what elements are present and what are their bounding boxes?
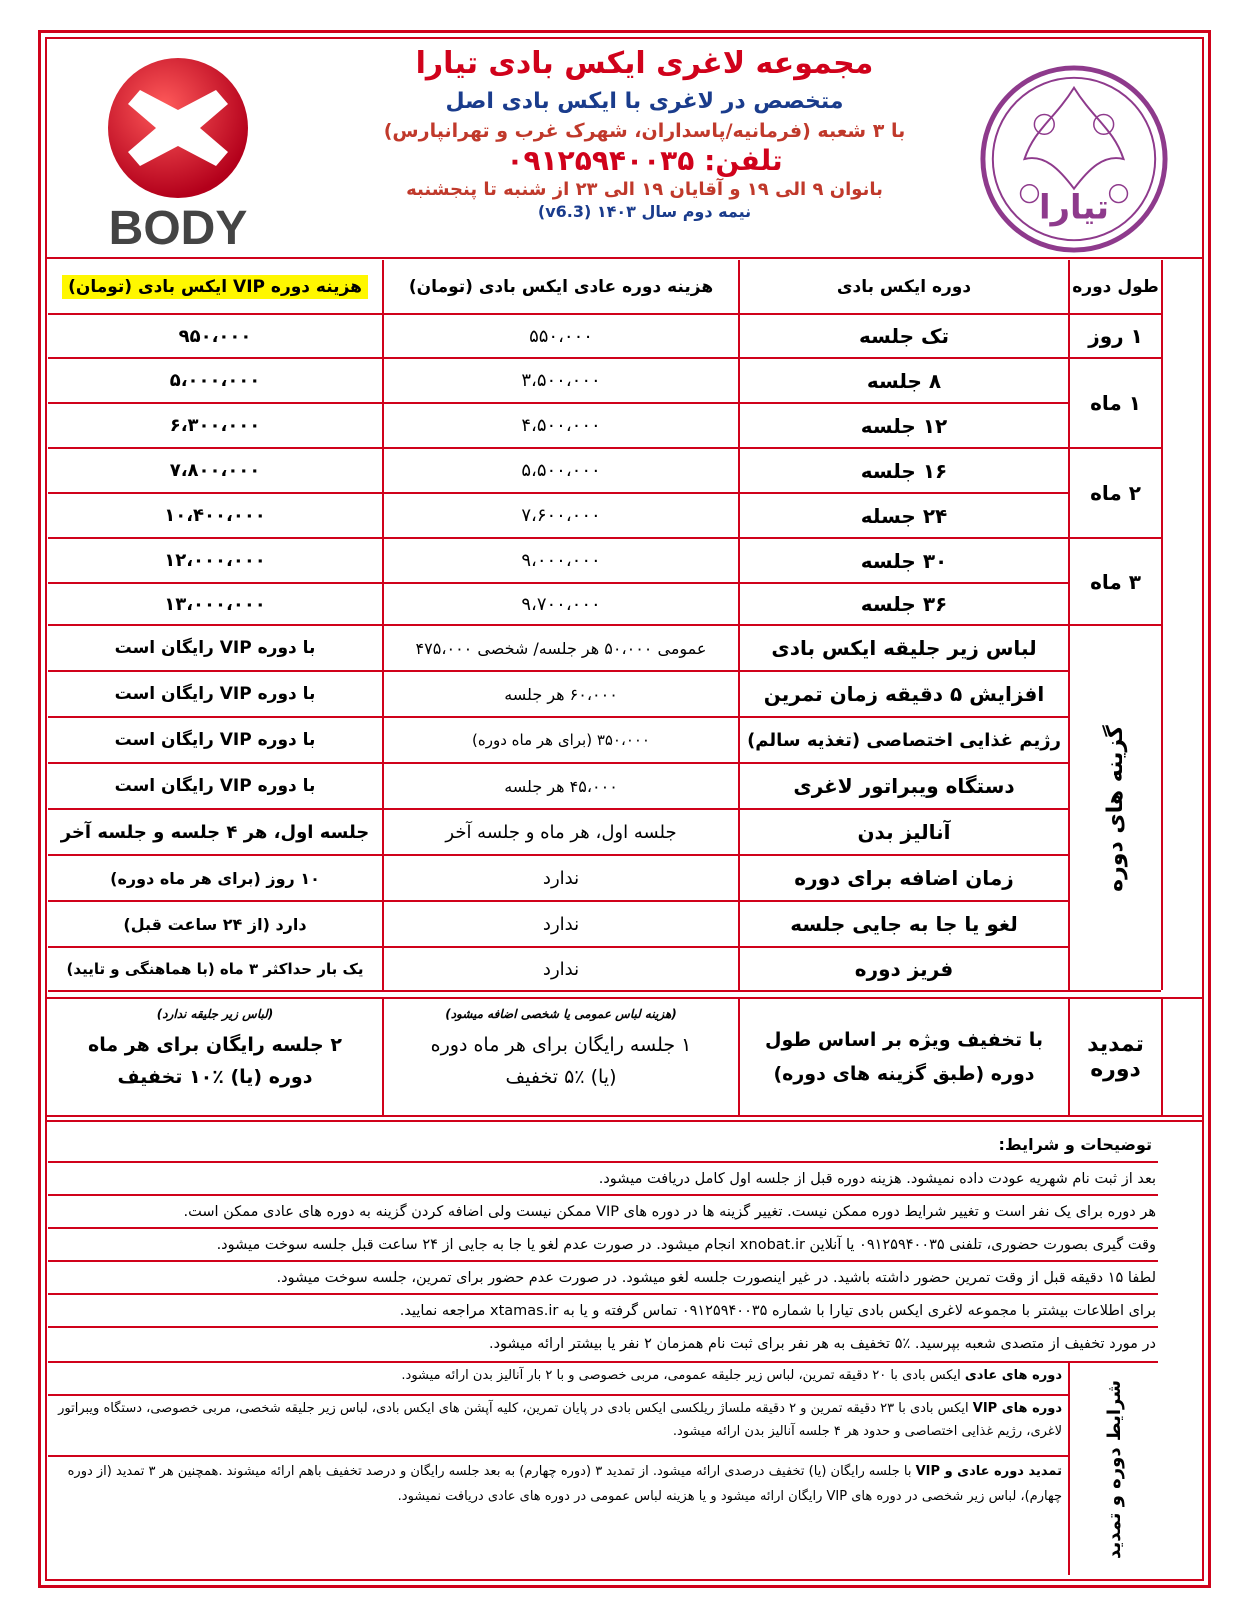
header-course: دوره ایکس بادی <box>836 276 972 297</box>
tiara-logo <box>975 60 1173 258</box>
condition-head: دوره های عادی <box>964 1368 1062 1383</box>
xbody-logo <box>78 48 318 263</box>
version-text: نیمه دوم سال ۱۴۰۳ (v6.3) <box>537 202 752 221</box>
course-name: ۳۶ جلسه <box>860 592 948 616</box>
vip-price: ۷،۸۰۰،۰۰۰ <box>169 460 261 481</box>
option-name: لغو یا جا به جایی جلسه <box>790 912 1018 936</box>
option-vip: ۱۰ روز (برای هر ماه دوره) <box>110 868 320 888</box>
condition-renewal <box>56 1460 1062 1572</box>
note-item: لطفا ۱۵ دقیقه قبل از وقت تمرین حضور داشته باشید. در غیر اینصورت جلسه لغو میشود. در صورت عدم حضور برای تمرین، جلسه سوخت میشود. <box>276 1269 1156 1286</box>
grid-line <box>1161 997 1163 1115</box>
renewal-label: تمدید دوره <box>1087 1032 1144 1082</box>
header-duration: طول دوره <box>1072 276 1159 297</box>
duration-1-day: ۱ روز <box>1088 324 1143 348</box>
branches-text: با ۳ شعبه (فرمانیه/پاسداران، شهرک غرب و تهرانپارس) <box>383 120 906 142</box>
course-name: ۲۴ جسله <box>860 503 948 528</box>
duration-2-month: ۲ ماه <box>1090 481 1141 505</box>
vip-price: ۱۲،۰۰۰،۰۰۰ <box>164 550 266 571</box>
regular-price: ۷،۶۰۰،۰۰۰ <box>521 505 601 526</box>
condition-text: ایکس بادی با ۲۳ دقیقه تمرین و ۲ دقیقه ملساژ ریلکسی ایکس بادی در پایان تمرین، کلیه آپشن های ایکس بادی، لباس زیر جلیقه شخصی، مربی خصوصی، دستگاه ویبراتور لاغری، رژیم غذایی اختصاصی و حدود هر ۴ جلسه آنالیز بدن ارائه میشود. <box>58 1401 1062 1439</box>
condition-head: تمدید دوره عادی و VIP <box>915 1464 1062 1479</box>
vip-price: ۱۰،۴۰۰،۰۰۰ <box>164 505 266 526</box>
course-name: ۸ جلسه <box>866 368 942 393</box>
renewal-regular-note: (هزینه لباس عمومی یا شخصی اضافه میشود) <box>445 1007 677 1021</box>
vip-price: ۹۵۰،۰۰۰ <box>178 325 252 347</box>
header-vip-price: هزینه دوره VIP ایکس بادی (تومان) <box>48 260 382 313</box>
regular-price: ۹،۷۰۰،۰۰۰ <box>521 593 601 615</box>
regular-price: ۹،۰۰۰،۰۰۰ <box>521 550 601 571</box>
conditions-label: شرایط دوره و تمدید <box>1103 1379 1125 1559</box>
notes-title: توضیحات و شرایط: <box>998 1134 1152 1154</box>
condition-regular <box>56 1366 1062 1396</box>
page-title: مجموعه لاغری ایکس بادی تیارا <box>415 46 874 81</box>
condition-head: دوره های VIP <box>972 1401 1062 1416</box>
option-vip: دارد (از ۲۴ ساعت قبل) <box>123 914 307 934</box>
option-regular: ۶۰،۰۰۰ هر جلسه <box>504 684 618 704</box>
option-vip: با دوره VIP رایگان است <box>114 730 316 750</box>
option-name: فریز دوره <box>854 957 954 981</box>
renewal-regular-text: ۱ جلسه رایگان برای هر ماه دوره (یا) ٪۵ تخفیف <box>430 1034 692 1089</box>
vip-price: ۱۳،۰۰۰،۰۰۰ <box>164 593 266 615</box>
note-item: در مورد تخفیف از متصدی شعبه بپرسید. ٪۵ تخفیف به هر نفر برای ثبت نام همزمان ۲ نفر یا بیشتر ارائه میشود. <box>488 1335 1156 1352</box>
svg-text:تیارا: تیارا <box>1039 187 1109 227</box>
option-vip: با دوره VIP رایگان است <box>114 776 316 796</box>
grid-line <box>48 990 1161 992</box>
option-vip: با دوره VIP رایگان است <box>114 684 316 704</box>
regular-price: ۳،۵۰۰،۰۰۰ <box>521 370 601 391</box>
regular-price: ۴،۵۰۰،۰۰۰ <box>521 415 601 436</box>
duration-1-month: ۱ ماه <box>1090 391 1141 415</box>
condition-text: با جلسه رایگان (یا) تخفیف درصدی ارائه میشود. از تمدید ۳ (دوره چهارم) به بعد جلسه رایگان و درصد تخفیف باهم ارائه میشوند .همچنین هر ۳ تمدید (از دوره چهارم)، لباس زیر شخصی در دوره های VIP رایگان ارائه میشود و یا هزینه لباس عمومی در دوره های عادی دریافت نمیشود. <box>67 1464 1062 1504</box>
condition-vip <box>56 1398 1062 1454</box>
option-vip: با دوره VIP رایگان است <box>114 638 316 658</box>
note-item: برای اطلاعات بیشتر با مجموعه لاغری ایکس بادی تیارا با شماره ۰۹۱۲۵۹۴۰۰۳۵ تماس گرفته و یا به xtamas.ir مراجعه نمایید. <box>399 1302 1156 1319</box>
grid-line <box>1161 260 1163 990</box>
course-name: ۱۲ جلسه <box>860 413 948 438</box>
renewal-regular <box>384 999 738 1115</box>
course-name: ۳۰ جلسه <box>860 548 948 573</box>
phone-text: تلفن: ۰۹۱۲۵۹۴۰۰۳۵ <box>506 144 783 177</box>
note-divider <box>48 1361 1158 1363</box>
option-regular: ۳۵۰،۰۰۰ (برای هر ماه دوره) <box>472 731 650 749</box>
option-name: افزایش ۵ دقیقه زمان تمرین <box>763 682 1045 706</box>
grid-line <box>45 1115 1204 1117</box>
regular-price: ۵۵۰،۰۰۰ <box>529 325 593 347</box>
option-regular: ۴۵،۰۰۰ هر جلسه <box>504 776 618 796</box>
options-group-label: گزینه های دوره <box>1103 724 1128 892</box>
option-name: دستگاه ویبراتور لاغری <box>793 774 1015 798</box>
renewal-vip <box>48 999 382 1115</box>
option-vip: یک بار حداکثر ۳ ماه (با هماهنگی و تایید) <box>66 960 364 978</box>
condition-text: ایکس بادی با ۲۰ دقیقه تمرین، لباس زیر جلیقه عمومی، مربی خصوصی و با ۲ بار آنالیز بدن ارائه میشود. <box>401 1368 961 1383</box>
page-subtitle: متخصص در لاغری با ایکس بادی اصل <box>445 89 844 114</box>
grid-line <box>45 1120 1204 1122</box>
option-name: آنالیز بدن <box>857 820 951 844</box>
renewal-vip-text: ۲ جلسه رایگان برای هر ماه دوره (یا) ٪۱۰ تخفیف <box>88 1034 342 1089</box>
option-regular: جلسه اول، هر ماه و جلسه آخر <box>445 821 677 843</box>
header-text <box>328 40 961 221</box>
option-regular: ندارد <box>542 958 580 980</box>
option-name: رژیم غذایی اختصاصی (تغذیه سالم) <box>747 729 1061 751</box>
note-item: هر دوره برای یک نفر است و تغییر شرایط دوره ممکن نیست. تغییر گزینه ها در دوره های VIP ممکن نیست ولی اضافه کردن گزینه به دوره های عادی ممکن است. <box>183 1203 1156 1220</box>
note-item: بعد از ثبت نام شهریه عودت داده نمیشود. هزینه دوره قبل از جلسه اول کامل دریافت میشود. <box>598 1170 1156 1187</box>
renewal-course: با تخفیف ویژه بر اساس طول دوره (طبق گزینه های دوره) <box>764 1028 1043 1085</box>
header-regular-price: هزینه دوره عادی ایکس بادی (تومان) <box>408 276 714 297</box>
option-vip: جلسه اول، هر ۴ جلسه و جلسه آخر <box>60 821 370 843</box>
regular-price: ۵،۵۰۰،۰۰۰ <box>521 460 601 481</box>
option-regular: ندارد <box>542 867 580 889</box>
option-name: لباس زیر جلیقه ایکس بادی <box>771 636 1037 660</box>
hours-text: بانوان ۹ الی ۱۹ و آقایان ۱۹ الی ۲۳ از شنبه تا پنجشنبه <box>406 179 883 200</box>
note-divider <box>48 1394 1068 1396</box>
note-item: وقت گیری بصورت حضوری، تلفنی ۰۹۱۲۵۹۴۰۰۳۵ یا آنلاین xnobat.ir انجام میشود. در صورت عدم لغو یا جا به جایی از ۲۴ ساعت قبل جلسه سوخت میشود. <box>216 1236 1156 1253</box>
option-regular: عمومی ۵۰،۰۰۰ هر جلسه/ شخصی ۴۷۵،۰۰۰ <box>415 638 707 658</box>
option-name: زمان اضافه برای دوره <box>794 866 1014 890</box>
renewal-vip-note: (لباس زیر جلیقه ندارد) <box>156 1007 274 1021</box>
vip-price: ۶،۳۰۰،۰۰۰ <box>169 415 261 436</box>
vip-price: ۵،۰۰۰،۰۰۰ <box>169 370 261 391</box>
note-divider <box>48 1455 1068 1457</box>
option-regular: ندارد <box>542 913 580 935</box>
course-name: تک جلسه <box>859 324 950 348</box>
course-name: ۱۶ جلسه <box>860 458 948 483</box>
svg-text:BODY: BODY <box>108 202 248 255</box>
header-divider <box>45 257 1204 259</box>
page-header <box>48 40 1201 257</box>
duration-3-month: ۳ ماه <box>1090 569 1141 594</box>
